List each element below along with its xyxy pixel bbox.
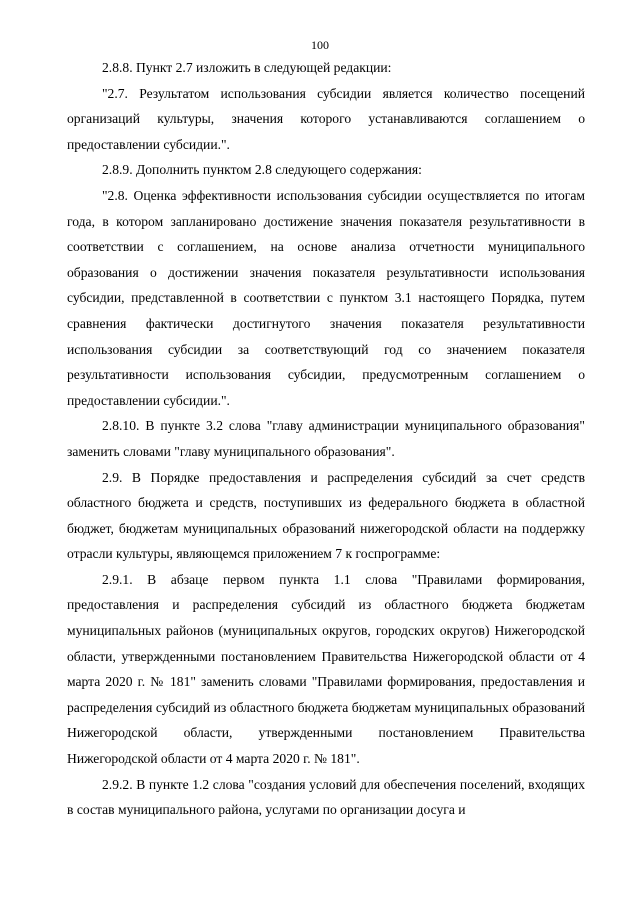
page-number: 100: [311, 38, 329, 52]
paragraph-2-7-quote: "2.7. Результатом использования субсидии является количество посещений организаций культуры, значения которого устанавливаются соглашением о предоставлении субсидии.".: [67, 85, 585, 152]
paragraph-2-8-quote: "2.8. Оценка эффективности использования субсидии осуществляется по итогам года, в котором запланировано достижение значения показателя результативности в соответствии с соглашением, на основе анализа отчетности муниципального образования о достижении значения показателя результативности использования субсидии, представленной в соответствии с пунктом 3.1 настоящего Порядка, путем сравнения фактически достигнутого значения показателя результативности использования субсидии за соответствующий год со значением показателя результативности использования субсидии, предусмотренным соглашением о предоставлении субсидии.".: [67, 187, 585, 408]
paragraph-2-8-8: 2.8.8. Пункт 2.7 изложить в следующей редакции:: [102, 60, 392, 75]
paragraph-2-8-10: 2.8.10. В пункте 3.2 слова "главу администрации муниципального образования" заменить словами "главу муниципального образования".: [67, 418, 585, 459]
paragraph-2-9-1: 2.9.1. В абзаце первом пункта 1.1 слова "Правилами формирования, предоставления и распределения субсидий из областного бюджета бюджетам муниципальных районов (муниципальных округов, городских округов) Нижегородской области, утвержденными постановлением Правительства Нижегородской области от 4 марта 2020 г. № 181" заменить словами "Правилами формирования, предоставления и распределения субсидий из областного бюджета бюджетам муниципальных образований Нижегородской области, утвержденными постановлением Правительства Нижегородской области от 4 марта 2020 г. № 181".: [67, 571, 585, 767]
document-body: [67, 55, 585, 823]
paragraph-2-9: 2.9. В Порядке предоставления и распределения субсидий за счет средств областного бюджета и средств, поступивших из федерального бюджета в областной бюджет, бюджетам муниципальных образований нижегородской области на поддержку отрасли культуры, являющемся приложением 7 к госпрограмме:: [67, 469, 585, 562]
paragraph-2-9-2: 2.9.2. В пункте 1.2 слова "создания условий для обеспечения поселений, входящих в состав муниципального района, услугами по организации досуга и: [67, 776, 585, 818]
paragraph-2-8-9: 2.8.9. Дополнить пунктом 2.8 следующего содержания:: [102, 162, 422, 178]
